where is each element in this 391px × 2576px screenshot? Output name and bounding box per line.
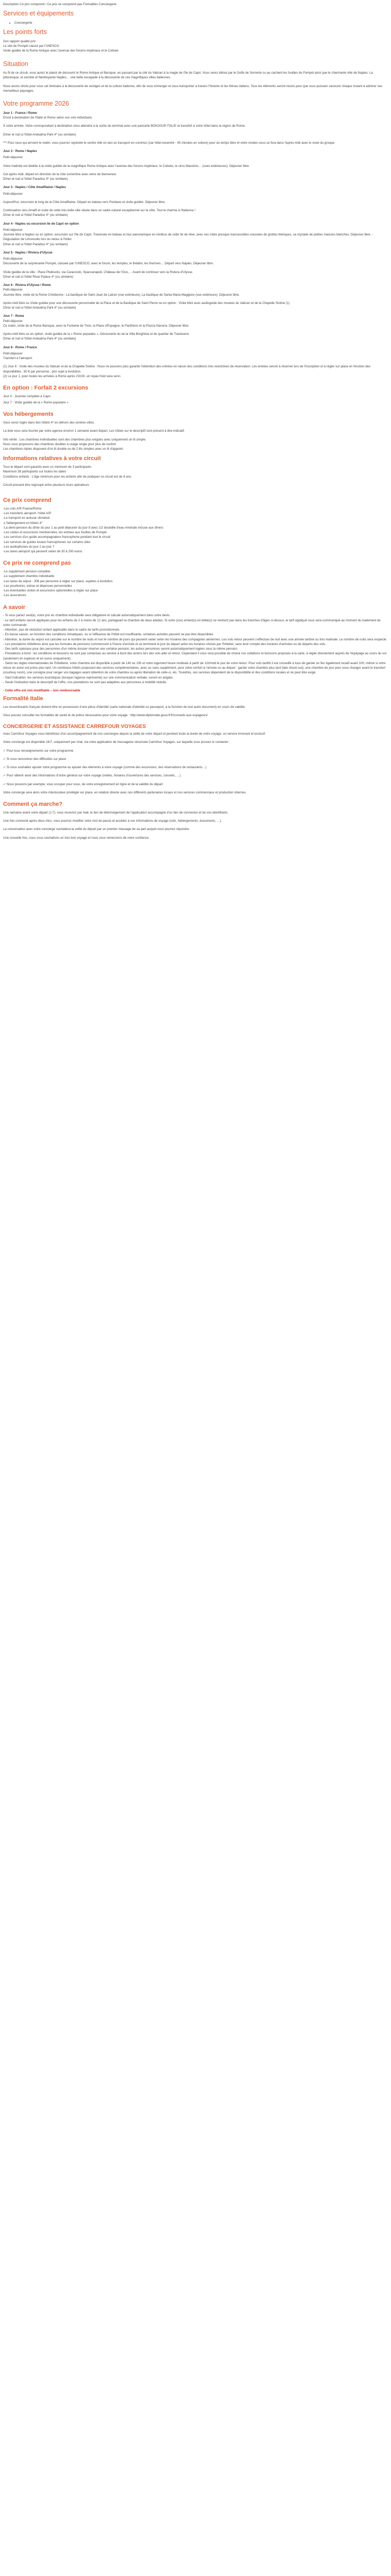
paragraph: Les ressortissants français doivent être en possession d'une pièce d'identité (carte nationale d'identité ou passeport, à la fonction de tout autre document) en cours de validité. — [3, 705, 246, 709]
paragraph: - Attention, la durée du séjour est calculée sur le nombre de nuits et non le nombre de jours qui peuvent varier selon les horaires des compagnies aériennes. Les vols retour peuvent s'effectuer de nuit avec une arrivée tardive ou très matinale. Le nombre de nuits sera respecté. — [3, 637, 387, 641]
spacer — [3, 815, 388, 819]
paragraph: - Les prestations hôtelières ainsi que les formules de pensions commencent à l'heure d'arrivée et se terminent le jour du départ selon les horaires choisis par l'hôtelier, sans tenir compte des horaires d'arrivées ou de départs des vols. — [3, 642, 326, 646]
spacer — [3, 266, 388, 270]
spacer — [3, 479, 388, 483]
paragraph: -Le supplément chambre individuelle — [3, 574, 55, 579]
section-heading: Ce prix comprend — [3, 497, 52, 503]
spacer — [3, 598, 388, 602]
paragraph: ✓ Pour tous renseignements sur votre programme — [3, 749, 74, 753]
paragraph: Nous avons choisi pour vous cet itinéraire à la découverte de vestiges et de la culture italienne, afin de vous immerger et vous transporter à travers l'histoire et les thèses italiens. Tous les éléments seront réunis pour que vous puissiez savourer chaque instant à admirer ses merveilleux paysages. — [3, 84, 383, 93]
paragraph: Visite guidée de la Rome Antique avec l'avenue des forums impériaux et le Colisée — [3, 49, 119, 53]
spacer — [3, 787, 388, 790]
paragraph: - Prestations à bord : les conditions et boissons ne sont pas comprises au service à bord des avions lors des vols aller et retour. Cependant il vous sera possible de choisir vos collations et boissons proposés à la carte, à régler directement auprès de l'équipage au cours du vol (seulement en espèces et en euros uniquement). — [3, 652, 386, 660]
paragraph: Votre concierge sera alors votre interlocuteur privilégié sur place, en relation directe avec nos différents partenaires locaux et nos services commerciaux et production internes. — [3, 790, 247, 794]
paragraph: Une nouvelle fois, nous vous souhaitons un très bon voyage et nous vous remercions de votre confiance. — [3, 836, 150, 840]
paragraph: Dîner et nuit à l'hôtel Paradiso 4* (ou similaire) — [3, 213, 68, 217]
paragraph: - Sauf indication, les services touristiques (lorsque l'agence représente) sur une communication verbale, seront en anglais. — [3, 675, 174, 680]
paragraph: Cet après-midi, départ en direction de la côte sorrentine avec verre de bienvenue. — [3, 172, 117, 176]
paragraph: ✓ Pour obtenir avoir des informations d'ordre général sur votre voyage (météo, horaires d'ouvertures des services, conseils, …) — [3, 774, 181, 778]
spacer — [3, 160, 388, 164]
section-heading: A savoir — [3, 604, 26, 611]
section-heading: Les points forts — [3, 28, 47, 36]
paragraph: - Le tarif enfants seront appliqués pour les enfants de 2 à moins de 12 ans, partageant la chambre de deux adultes. Si votre (vos) enfant(s) en bébé(s) ne rentrent pas dans les tranches d'âges ci-dessus, le tarif appliqué vous sera communiqué au moment du traitement de votre commande. — [3, 618, 381, 627]
spacer — [3, 361, 388, 364]
spacer — [3, 434, 388, 437]
spacer — [3, 80, 388, 84]
paragraph: Petit-déjeuner — [3, 192, 23, 196]
paragraph: -L'hébergement en hôtels 4* — [3, 521, 43, 525]
section-heading: Comment ça marche? — [3, 801, 62, 807]
section-heading: CONCIERGERIE ET ASSISTANCE CARREFOUR VOYAGES — [3, 723, 146, 730]
paragraph: Vous serez logés dans des hôtels 4* en dehors des centres-villes. — [3, 421, 95, 425]
spacer — [3, 342, 388, 345]
spacer — [3, 823, 388, 827]
paragraph: Petit-déjeuner — [3, 319, 23, 323]
paragraph: Petit-déjeuner — [3, 156, 23, 160]
services-list — [3, 21, 388, 25]
paragraph: Une semaine avant votre départ (J-7), vous recevrez par mail, le lien de téléchargement de l'application accompagné d'un lien de connexion et de vos identifiants. — [3, 810, 229, 815]
paragraph: Au fil de ce circuit, vous aurez le plaisir de découvrir le Rome Antique et Baroque, en passant par la cité du Vatican à la magie de l'île de Capri. Vous serez ébloui par le Golfe de Sorrente ou au cachent les fouilles de Pompéi ainsi que le charmante ville de Naples. La pittoresque, et secrète et flamboyante Naples… une belle escapade à la découverte de ces magnifiques villes italiennes. — [3, 71, 373, 80]
spacer — [3, 718, 388, 722]
day-heading: Jour 6 - Riviera d'Ulysse / Rome — [3, 283, 51, 287]
paragraph: Petit-déjeuner — [3, 257, 23, 261]
paragraph: Après-midi libre ou en option, visite guidée de la « Rome populaire ». Découverte du de la Villa Borghèse et du quartier de Trastevere. — [3, 332, 190, 336]
paragraph: Circuit pouvant être regroupé entre plusieurs tours opérateurs — [3, 483, 89, 487]
paragraph: -Les services de guides locaux francophones sur certains sites — [3, 540, 91, 544]
spacer — [3, 491, 388, 495]
paragraph: Petit-déjeuner — [3, 351, 23, 355]
day-heading: Jour 1 - France / Rome — [3, 111, 37, 115]
paragraph: Le site de Pompéi classé par l'UNESCO — [3, 44, 59, 48]
paragraph: -Les visites et excursions mentionnées, les entrées aux fouilles de Pompéi — [3, 531, 107, 534]
paragraph: -Le transport en autocar climatisé — [3, 516, 50, 520]
spacer — [3, 196, 388, 200]
paragraph: -Les vols A/R France/Rome — [3, 506, 42, 511]
paragraph: ✓ Si vous rencontrez des difficultés sur place — [3, 757, 67, 761]
paragraph: -Les pourboires, extras et dépenses personnelles — [3, 584, 72, 588]
section-heading: Formalité Italie — [3, 696, 43, 702]
paragraph: (2) Le jour 1, pour toutes les arrivées à Rome après 21h30, un repas froid sera servi. — [3, 374, 121, 378]
paragraph: La liste vous sera fournie par votre agence environ 1 semaine avant départ. Les hôtels sur le descriptif sont présent à titre indicatif. — [3, 429, 185, 433]
paragraph: -Les audiophones du jour 2 au jour 7 — [3, 545, 55, 549]
spacer — [3, 753, 388, 757]
spacer — [3, 137, 388, 141]
paragraph: -La demi-pension du dîner du jour 1 au petit déjeuner du jour 8 avec 1/2 bouteille d'eau minérale incluse aux dîners — [3, 526, 164, 530]
section-heading: Vos hébergements — [3, 411, 54, 418]
paragraph: Maximum 38 participants sur toutes les dates — [3, 470, 67, 474]
spacer — [3, 451, 388, 453]
spacer — [3, 310, 388, 314]
paragraph: Journée libre à Naples ou en option, excursion sur l'île de Capri. Traversée en bateau et tour panoramique en minibus de cette île de rêve, avec ses côtes presque inaccessibles creusées de grottes féeriques, sa myriade de petites maisons blanches. Déjeuner libre. - Dégustation de Limoncello lors du retour à l'hôtel. — [3, 233, 373, 242]
day-heading: Jour 3 - Naples / Côte Amalfitaine / Naples — [3, 185, 66, 190]
paragraph: Petit-déjeuner — [3, 288, 23, 292]
spacer — [3, 93, 388, 97]
paragraph: Continuation vers Amalfi et visite de cette très belle ville située dans un cadre naturel exceptionnel sur la côte. Tout le charme à l'italienne ! — [3, 209, 196, 212]
spacer — [3, 832, 388, 836]
paragraph: *** Pour ceux qui arrivent le matin, vous pourrez rejoindre le centre ville en taxi ou transport en commun (car hôtel excentré - 45 minutes en voiture) pour du temps libre et votre rendez-vous se fera dans l'après-midi avec le reste du groupe. — [3, 141, 335, 145]
paragraph: Jour 7 : Visite guidée de la « Rome populaire » — [3, 401, 69, 404]
spacer — [3, 205, 388, 208]
spacer — [3, 770, 388, 773]
paragraph: Description Ce prix comprend / Ce prix ne comprend pas Formalités Conciergerie — [3, 3, 117, 6]
section-heading: Situation — [3, 60, 28, 67]
spacer — [3, 778, 388, 782]
section-heading: Votre programme 2026 — [3, 100, 69, 108]
paragraph: ✓ Si vous souhaitez ajouter votre programme ou ajouter des éléments à votre voyage (comme des excursions, des réservations de restaurants…) — [3, 766, 207, 769]
paragraph: Découverte de la surprenante Pompéi, classée par l'UNESCO, avec le forum, les temples, le théâtre, les thermes… Départ vers Naples. Déjeuner libre. — [3, 262, 214, 266]
spacer — [3, 709, 388, 713]
paragraph: La conversation avec votre concierge souhaitera la veille du départ par un premier message de sa part auquel vous pourrez répondre. — [3, 827, 190, 832]
day-heading: Jour 4 - Naples ou excursion île de Capri en option — [3, 222, 79, 226]
paragraph: Votre concierge est disponible 24/7, uniquement par chat, via votre application de messagerie sécurisée Carrefour Voyages, sur laquelle vous pouvez le contacter : — [3, 740, 231, 744]
section-heading: Ce prix ne comprend pas — [3, 560, 71, 567]
spacer — [3, 120, 388, 124]
paragraph: Envol à destination de l'Italie et Rome selon vos vols individuels. — [3, 116, 93, 120]
paragraph: -Les services d'un guide accompagnateur francophone pendant tout le circuit — [3, 535, 110, 539]
spacer — [3, 129, 388, 132]
paragraph: - Cette offre est non modifiable – non remboursable — [3, 689, 80, 692]
paragraph: Visite guidée de la ville : Place Plebiscito, via Caracciolo, Spaccanapoli, Château de l'Ovo,… Avant de continuer vers la Riviera d'Ulysse. — [3, 270, 193, 274]
paragraph: -Les transferts aéroport / hôtel A/R — [3, 512, 52, 515]
paragraph: Aujourd'hui, excursion le long de la Côte Amalfitaine. Départ en bateau vers Positano et visite guidée. Déjeuner libre. — [3, 200, 166, 204]
paragraph: Dîner et nuit à l'hôtel Rivar Palace 4* (ou similaire) — [3, 275, 73, 279]
paragraph: - Selon les règles internationales de l'hôtellerie, votre chambre est disponible à partir de 14h ou 15h et votre logement heure restituée à partir de 11h/midi le jour de votre retour. Pour vols tardifs il est conseillé à tous de garder un fier également locatif avant 10h, même si votre retour en avion est prévu plus tard. Un nombreux hôtels proposent des services complémentaires, avec ou sans supplément, pour votre confort à l'arrivée ou au départ : garder votre chambre plus tard (late check-out), une chambre de jour pour vous changer avant le transfert (courtesy room), une consigne pour ranger vos bagages avant obtention de votre chambre ou après libération de celle-ci, etc. Toutefois, ces services dépendent de la disponibilité et des conditions locales et ne peut être exigé. — [3, 661, 386, 675]
services-list-item: • Conciergerie — [14, 21, 388, 25]
paragraph: Dîner et nuit à l'hôtel Paradiso 4* (ou similaire) — [3, 242, 68, 246]
paragraph: Son rapport qualité prix — [3, 39, 36, 43]
paragraph: Dîner et nuit à l'hôtel Ardeatina Park 4* (ou similaire) — [3, 132, 76, 137]
paragraph: Jour 4 : Journée complète à Capri — [3, 394, 51, 398]
paragraph: -Les éventuelles visites et excursions optionnelles à régler sur place — [3, 589, 98, 592]
day-heading: Jour 2 - Rome / Naples — [3, 149, 37, 153]
spacer — [3, 145, 388, 149]
paragraph: Avec Carrefour Voyages vous bénéficiez d'un accompagnement de nos concierges depuis la veille de votre départ et pendant toute la durée de votre voyage, un service innovant et exclusif. — [3, 732, 266, 736]
spacer — [3, 425, 388, 429]
paragraph: Dîner et nuit à l'hôtel Ardeatina Park 4* (ou similaire) — [3, 306, 76, 310]
paragraph: -Les taxes aéroport qui peuvent varier de 30 à 200 euros — [3, 550, 83, 553]
paragraph: Tous le départ sont garantis avec un minimum de 3 participants. — [3, 465, 92, 469]
spacer — [3, 554, 388, 557]
paragraph: Vous pouvez consulter les formalités de santé et de police nécessaires pour votre voyage : http://www.diplomatie.gouv.fr/fr/conseils-aux-voyageurs/ — [3, 714, 208, 718]
spacer — [3, 218, 388, 222]
paragraph: - Si vous partez seul(e), votre prix en chambre individuelle sera obligatoire et calculé automatiquement dans votre devis. — [3, 614, 171, 618]
spacer — [3, 487, 388, 491]
spacer — [3, 379, 388, 382]
section-heading: En option : Forfait 2 excursions — [3, 385, 89, 391]
paragraph: -Le supplément pension complète — [3, 570, 51, 573]
spacer — [3, 795, 388, 799]
spacer — [3, 405, 388, 409]
paragraph: -Les taxes de séjour : 30€ par personne à régler sur place, sujettes à évolution — [3, 579, 113, 583]
paragraph: Journée libre, visite de la Rome Chrétienne : La basilique de Saint Jean de Latran (vue extérieure), La basilique de Santa Maria Maggiore (vue extérieure). Déjeuner libre. — [3, 293, 240, 297]
paragraph: Petit-déjeuner — [3, 228, 23, 232]
paragraph: - Des tarifs spéciaux pour des personnes d'un même dossier réserve une certaine pension, les autres personnes seront automatiquement logées sous la même pension. — [3, 647, 238, 651]
paragraph: Dîner et nuit à l'hôtel Paradiso 4* (ou similaire) — [3, 177, 68, 181]
paragraph: Dîner et nuit à l'hôtel Ardeatina Park 4* (ou similaire) — [3, 337, 76, 341]
product-description — [0, 0, 391, 840]
paragraph: Transfert à l'aéroport — [3, 357, 32, 360]
spacer — [3, 736, 388, 740]
spacer — [3, 279, 388, 283]
day-heading: Jour 8 - Rome / France — [3, 345, 37, 349]
paragraph: ✓ Nous pouvons par exemple, vous occuper pour vous, de votre enregistrement en ligne et de la validité du départ — [3, 782, 163, 786]
spacer — [3, 761, 388, 765]
spacer — [3, 328, 388, 332]
paragraph: Info vérité : Les chambres individuelles sont des chambres plus exiguës avec uniquement un lit simple. — [3, 437, 146, 442]
paragraph: Votre matinée est dédiée à la visite guidée de la magnifique Rome Antique avec l'avenue des forums impériaux, le Colisée, le circo Massimo… (vues extérieures). Déjeuner libre. — [3, 164, 250, 168]
spacer — [3, 181, 388, 185]
day-heading: Jour 5 - Naples / Riviera d'Ulysse — [3, 250, 53, 255]
paragraph: (1) Jour 6 : Visite des musées du Vatican et de la Chapelle Sixtine : Nous ne pouvons plus garantir l'obtention des entrées en raison des conditions très restrictives de réservation. Les entrées seront à réserver lors de l'inscription et à régler sur place en fonction des disponibilités : 60 € par personne ; prix sujet à évolution — [3, 365, 371, 374]
paragraph: - En basse saison, en fonction des conditions climatiques, ou si l'affluence de l'hôtel est insuffisante, certaines activités peuvent ne pas être disponibles. — [3, 633, 214, 637]
paragraph: - Seule l'indication dans le descriptif de l'offre, nos prestations ne sont pas adaptées aux personnes à mobilité réduite. — [3, 680, 167, 684]
section-heading: Informations relatives à votre circuit — [3, 455, 101, 462]
spacer — [3, 685, 388, 688]
spacer — [3, 54, 388, 57]
paragraph: - Attention, pas de réduction enfant applicable dans le cadre de tarifs promotionnels. — [3, 628, 120, 632]
spacer — [3, 247, 388, 250]
section-heading: Services et équipements — [3, 10, 74, 18]
paragraph: À votre arrivée, Votre correspondant à destination vous attendra à la sortie du terminal avec une pancarte BONJOUR ITALIE et transfert à votre hôtel dans la région de Rome. — [3, 124, 246, 128]
day-heading: Jour 7 - Rome — [3, 314, 24, 318]
spacer — [3, 297, 388, 301]
paragraph: Conditions enfants : L'âge minimum pour les enfants afin de pratiquer ce circuit est de 8 ans. — [3, 474, 132, 479]
paragraph: Nous vous proposons des chambres doubles à usage single pour plus de confort. — [3, 442, 117, 446]
paragraph: Une fois connecté après deux clics, vous pourrez modifier votre mot de passe et accéder à vos informations de voyage (vols, hébergements, documents, …). — [3, 819, 222, 823]
paragraph: -Les assurances — [3, 594, 26, 598]
paragraph: Ce matin, visite de la Rome Baroque, avec la Fontaine de Trevi, la Place d'Espagne, le Panthéon et la Piazza Navona. Déjeuner libre. — [3, 324, 189, 328]
spacer — [3, 745, 388, 749]
paragraph: Après-midi libre ou Visite guidée pour une découverte personnelle de la Place et de la Basilique de Saint Pierre ou en option : Visite libre avec audioguide des musées du Vatican et de la Chapelle Sixtine (1) — [3, 301, 290, 305]
spacer — [3, 168, 388, 172]
paragraph: Les chambres triples disposent d'un lit double ou de 2 lits simples avec un lit d'appoint. — [3, 447, 124, 451]
